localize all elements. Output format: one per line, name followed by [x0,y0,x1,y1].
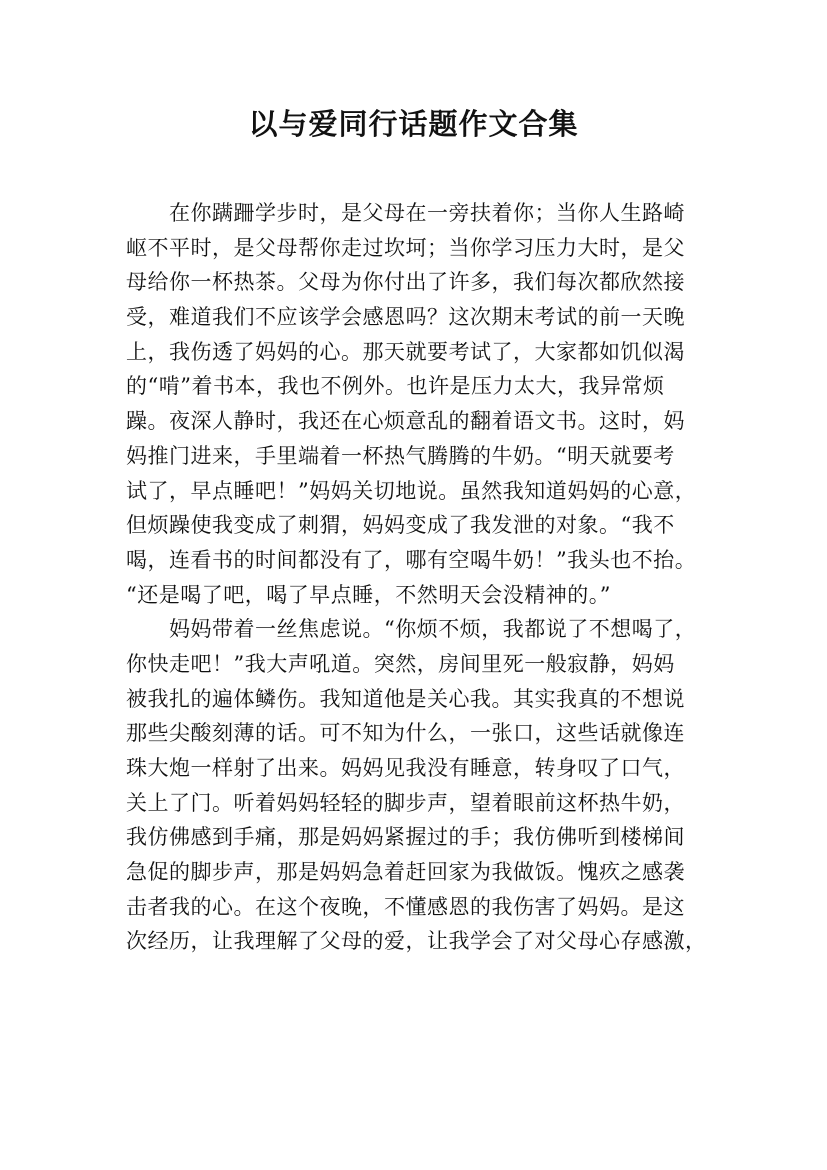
text-line: 你快走吧！”我大声吼道。突然，房间里死一般寂静，妈妈 [126,651,675,676]
text-line: 岖不平时，是父母帮你走过坎坷；当你学习压力大时，是父 [126,235,685,260]
text-line: 喝，连看书的时间都没有了，哪有空喝牛奶！”我头也不抬。 [126,547,697,572]
text-line: 那些尖酸刻薄的话。可不知为什么，一张口，这些话就像连 [126,721,685,746]
text-line: “还是喝了吧，喝了早点睡，不然明天会没精神的。” [126,582,611,607]
text-line: 妈推门进来，手里端着一杯热气腾腾的牛奶。“明天就要考 [126,443,675,468]
text-line: 关上了门。听着妈妈轻轻的脚步声，望着眼前这杯热牛奶， [126,790,685,815]
text-line: 母给你一杯热茶。父母为你付出了许多，我们每次都欣然接 [126,270,685,295]
text-line: 妈妈带着一丝焦虑说。“你烦不烦，我都说了不想喝了， [169,617,697,642]
text-line: 躁。夜深人静时，我还在心烦意乱的翻着语文书。这时，妈 [126,409,685,434]
text-line: 但烦躁使我变成了刺猬，妈妈变成了我发泄的对象。“我不 [126,513,675,538]
text-line: 珠大炮一样射了出来。妈妈见我没有睡意，转身叹了口气， [126,756,685,780]
text-line: 被我扎的遍体鳞伤。我知道他是关心我。其实我真的不想说 [126,686,685,711]
text-line: 上，我伤透了妈妈的心。那天就要考试了，大家都如饥似渴 [126,339,685,364]
document-body [126,196,726,959]
text-line: 次经历，让我理解了父母的爱，让我学会了对父母心存感激， [126,929,707,954]
text-line: 的“啃”着书本，我也不例外。也许是压力太大，我异常烦 [126,374,665,399]
text-line: 击者我的心。在这个夜晚，不懂感恩的我伤害了妈妈。是这 [126,894,685,919]
text-line: 我仿佛感到手痛，那是妈妈紧握过的手；我仿佛听到楼梯间 [126,825,685,850]
text-line: 试了，早点睡吧！”妈妈关切地说。虽然我知道妈妈的心意， [126,478,697,503]
text-line: 受，难道我们不应该学会感恩吗？这次期末考试的前一天晚 [126,305,685,330]
text-line: 急促的脚步声，那是妈妈急着赶回家为我做饭。愧疚之感袭 [126,860,685,885]
text-line: 在你蹒跚学步时，是父母在一旁扶着你；当你人生路崎 [169,201,685,225]
document-title: 以与爱同行话题作文合集 [248,107,579,141]
